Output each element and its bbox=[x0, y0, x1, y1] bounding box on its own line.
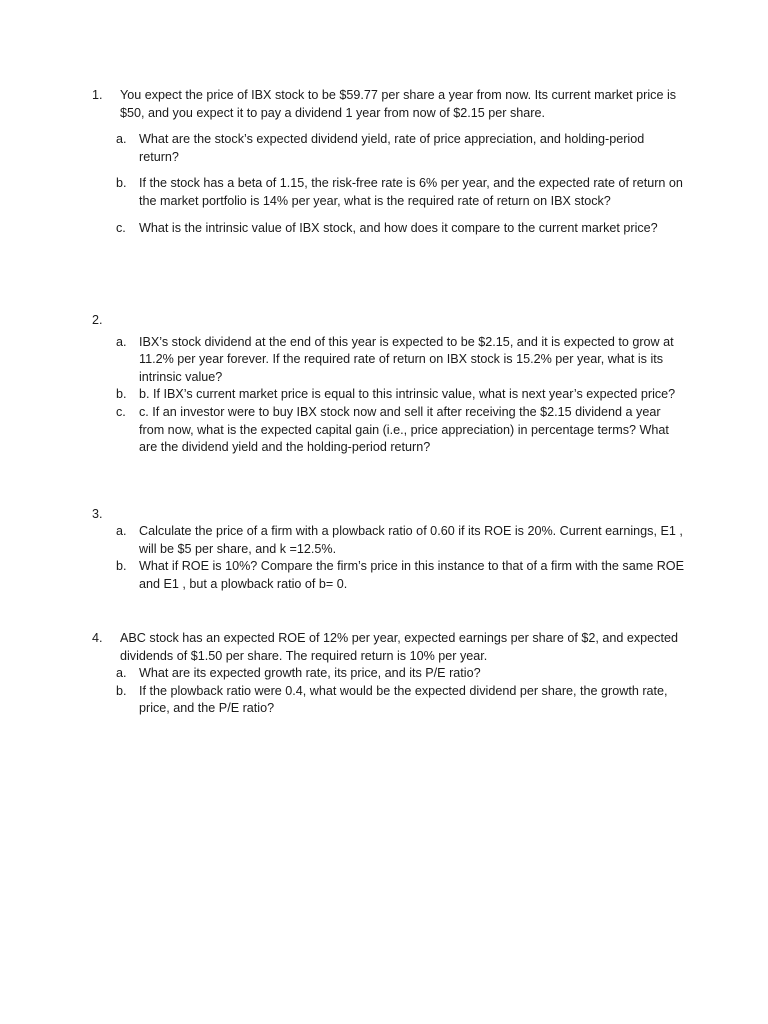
question-4 bbox=[92, 630, 684, 718]
part-label: a. bbox=[116, 132, 127, 147]
part-text: If the plowback ratio were 0.4, what would be the expected dividend per share, the growth rate, price, and the P/E ratio? bbox=[139, 683, 668, 716]
question-text: You expect the price of IBX stock to be $59.77 per share a year from now. Its current market price is $50, and you expect it to pay a dividend 1 year from now of $2.15 per share. bbox=[120, 88, 677, 120]
part-text: Calculate the price of a firm with a plowback ratio of 0.60 if its ROE is 20%. Current earnings, E1 , will be $5 per share, and k =12.5%. bbox=[139, 524, 683, 556]
question-text bbox=[120, 506, 684, 524]
question-part bbox=[116, 558, 684, 593]
part-text: IBX’s stock dividend at the end of this year is expected to be $2.15, and it is expected to grow at 11.2% per year forever. If the required rate of return on IBX stock is 15.2% per year, what is its intrinsic value? bbox=[139, 334, 674, 384]
part-label: b. bbox=[116, 176, 127, 191]
question-part bbox=[116, 220, 684, 238]
question-1 bbox=[92, 87, 684, 237]
question-part bbox=[116, 683, 684, 718]
part-text: What are its expected growth rate, its price, and its P/E ratio? bbox=[139, 666, 481, 681]
part-label: a. bbox=[116, 334, 127, 349]
question-number: 3. bbox=[92, 507, 103, 521]
part-label: a. bbox=[116, 666, 127, 681]
part-label: b. bbox=[116, 559, 127, 574]
part-label: b. bbox=[116, 683, 127, 698]
question-part bbox=[116, 386, 684, 404]
part-text: b. If IBX’s current market price is equal to this intrinsic value, what is next year’s expected price? bbox=[139, 387, 676, 402]
part-text: c. If an investor were to buy IBX stock now and sell it after receiving the $2.15 dividend a year from now, what is the expected capital gain (i.e., price appreciation) in percentage terms? What are the dividend yield and the holding-period return? bbox=[139, 404, 669, 455]
part-text: What if ROE is 10%? Compare the firm’s price in this instance to that of a firm with the same ROE and E1 , but a plowback ratio of b= 0. bbox=[139, 559, 685, 591]
part-text: What are the stock’s expected dividend yield, rate of price appreciation, and holding-period return? bbox=[139, 132, 645, 164]
part-label: b. bbox=[116, 387, 127, 402]
question-3 bbox=[92, 506, 684, 593]
question-part bbox=[116, 334, 684, 387]
part-text: If the stock has a beta of 1.15, the risk-free rate is 6% per year, and the expected rate of return on the market portfolio is 14% per year, what is the required rate of return on IBX stock? bbox=[139, 176, 683, 208]
question-text bbox=[120, 312, 684, 330]
question-part bbox=[116, 665, 684, 683]
part-label: c. bbox=[116, 220, 126, 235]
question-text: ABC stock has an expected ROE of 12% per year, expected earnings per share of $2, and expected dividends of $1.50 per share. The required return is 10% per year. bbox=[120, 631, 678, 663]
question-number: 1. bbox=[92, 88, 103, 102]
question-number: 4. bbox=[92, 631, 103, 645]
question-part bbox=[116, 175, 684, 210]
question-part bbox=[116, 523, 684, 558]
question-2 bbox=[92, 312, 684, 457]
question-number: 2. bbox=[92, 313, 103, 327]
question-part bbox=[116, 404, 684, 457]
part-text: What is the intrinsic value of IBX stock, and how does it compare to the current market price? bbox=[139, 220, 658, 235]
part-label: a. bbox=[116, 524, 127, 539]
part-label: c. bbox=[116, 404, 126, 419]
question-part bbox=[116, 131, 684, 166]
